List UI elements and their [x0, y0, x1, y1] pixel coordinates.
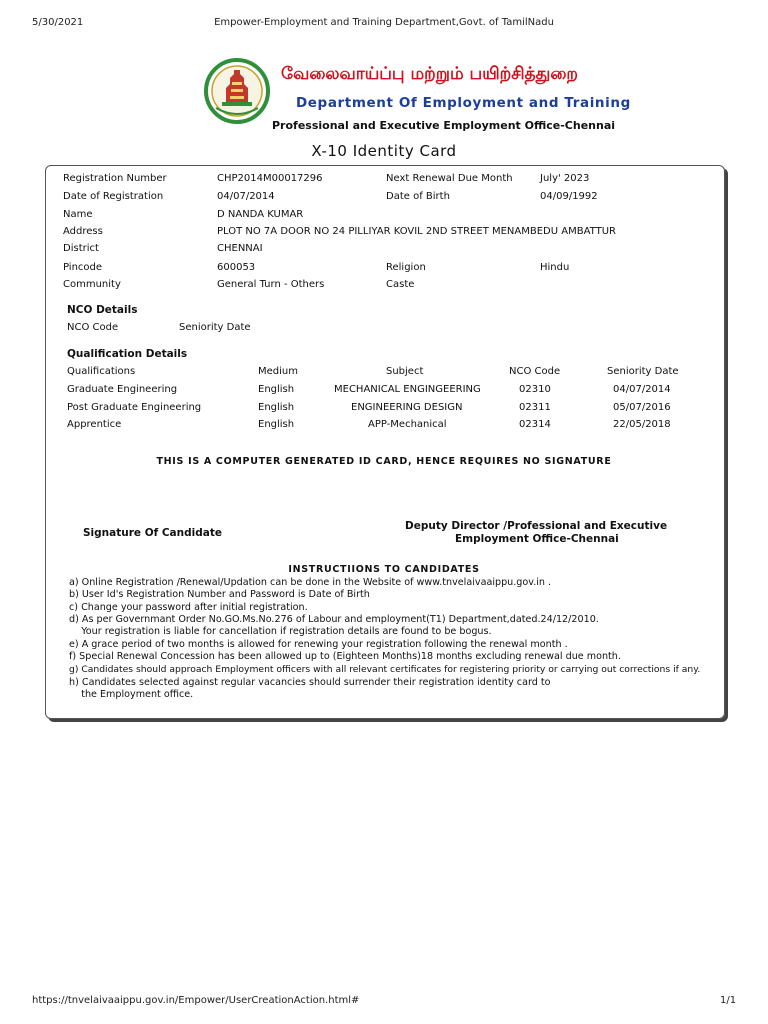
community-value: General Turn - Others	[217, 279, 325, 290]
nco-details-heading: NCO Details	[67, 304, 138, 316]
district-value: CHENNAI	[217, 243, 263, 254]
instruction-item: d) As per Governmant Order No.GO.Ms.No.276 of Labour and employment(T1) Department,dated.24/12/2010.	[69, 614, 599, 625]
religion-value: Hindu	[540, 262, 570, 273]
instruction-item: g) Candidates should approach Employment officers with all relevant certificates for registering priority or carrying out corrections if any.	[69, 664, 701, 675]
address-label: Address	[63, 226, 103, 237]
qualification-medium: English	[258, 419, 295, 430]
next-renewal-value: July' 2023	[540, 173, 590, 184]
print-url: https://tnvelaivaaippu.gov.in/Empower/UserCreationAction.html#	[32, 995, 360, 1006]
qualification-nco-code: 02311	[519, 402, 551, 413]
instruction-item: a) Online Registration /Renewal/Updation can be done in the Website of www.tnvelaivaaippu.gov.in .	[69, 577, 552, 588]
instruction-item: the Employment office.	[69, 689, 194, 700]
column-header: Seniority Date	[607, 366, 679, 377]
officer-signature-line1: Deputy Director /Professional and Executive	[405, 520, 668, 532]
date-of-registration-label: Date of Registration	[63, 191, 164, 202]
office-title: Professional and Executive Employment Office-Chennai	[272, 119, 616, 132]
qualification-name: Graduate Engineering	[67, 384, 178, 395]
column-header: NCO Code	[509, 366, 561, 377]
nco-seniority-label: Seniority Date	[179, 322, 251, 333]
qualification-subject: APP-Mechanical	[368, 419, 447, 430]
department-title: Department Of Employment and Training	[296, 95, 631, 111]
date-of-birth-value: 04/09/1992	[540, 191, 598, 202]
instruction-item: Your registration is liable for cancellation if registration details are found to be bogus.	[69, 626, 492, 637]
column-header: Subject	[386, 366, 424, 377]
community-label: Community	[63, 279, 121, 290]
nco-code-label: NCO Code	[67, 322, 119, 333]
column-header: Qualifications	[67, 366, 136, 377]
address-value: PLOT NO 7A DOOR NO 24 PILLIYAR KOVIL 2ND STREET MENAMBEDU AMBATTUR	[217, 226, 616, 237]
instructions-heading: INSTRUCTIIONS TO CANDIDATES	[288, 564, 480, 575]
print-date: 5/30/2021	[32, 17, 84, 28]
date-of-birth-label: Date of Birth	[386, 191, 450, 202]
qualification-name: Post Graduate Engineering	[67, 402, 202, 413]
religion-label: Religion	[386, 262, 426, 273]
instruction-item: h) Candidates selected against regular vacancies should surrender their registration identity card to	[69, 677, 551, 688]
next-renewal-label: Next Renewal Due Month	[386, 173, 513, 184]
pincode-label: Pincode	[63, 262, 103, 273]
instruction-item: c) Change your password after initial registration.	[69, 602, 308, 613]
qualification-subject: MECHANICAL ENGINGEERING	[334, 384, 481, 395]
registration-number-label: Registration Number	[63, 173, 167, 184]
officer-signature-line2: Employment Office-Chennai	[455, 533, 619, 545]
column-header: Medium	[258, 366, 298, 377]
tamil-nadu-emblem-icon	[204, 58, 270, 124]
qualification-seniority-date: 04/07/2014	[613, 384, 671, 395]
qualification-seniority-date: 05/07/2016	[613, 402, 671, 413]
instruction-item: f) Special Renewal Concession has been allowed up to (Eighteen Months)18 months excluding renewal due month.	[69, 651, 621, 662]
qualification-seniority-date: 22/05/2018	[613, 419, 671, 430]
print-page-title: Empower-Employment and Training Department,Govt. of TamilNadu	[214, 17, 554, 28]
tamil-department-title: வேலைவாய்ப்பு மற்றும் பயிற்சித்துறை	[281, 64, 579, 84]
qualification-medium: English	[258, 384, 295, 395]
print-page-number: 1/1	[720, 995, 737, 1006]
pincode-value: 600053	[217, 262, 256, 273]
qualification-subject: ENGINEERING DESIGN	[351, 402, 463, 413]
name-value: D NANDA KUMAR	[217, 209, 304, 220]
district-label: District	[63, 243, 99, 254]
caste-label: Caste	[386, 279, 415, 290]
instruction-item: e) A grace period of two months is allowed for renewing your registration following the renewal month .	[69, 639, 568, 650]
qualification-name: Apprentice	[67, 419, 122, 430]
computer-generated-notice: THIS IS A COMPUTER GENERATED ID CARD, HENCE REQUIRES NO SIGNATURE	[156, 456, 612, 467]
registration-number-value: CHP2014M00017296	[217, 173, 323, 184]
instruction-item: b) User Id's Registration Number and Password is Date of Birth	[69, 589, 370, 600]
card-title: X-10 Identity Card	[311, 142, 457, 160]
date-of-registration-value: 04/07/2014	[217, 191, 275, 202]
qualification-medium: English	[258, 402, 295, 413]
signature-of-candidate: Signature Of Candidate	[83, 527, 222, 539]
qualification-details-heading: Qualification Details	[67, 348, 188, 360]
name-label: Name	[63, 209, 93, 220]
qualification-nco-code: 02310	[519, 384, 551, 395]
qualification-nco-code: 02314	[519, 419, 551, 430]
